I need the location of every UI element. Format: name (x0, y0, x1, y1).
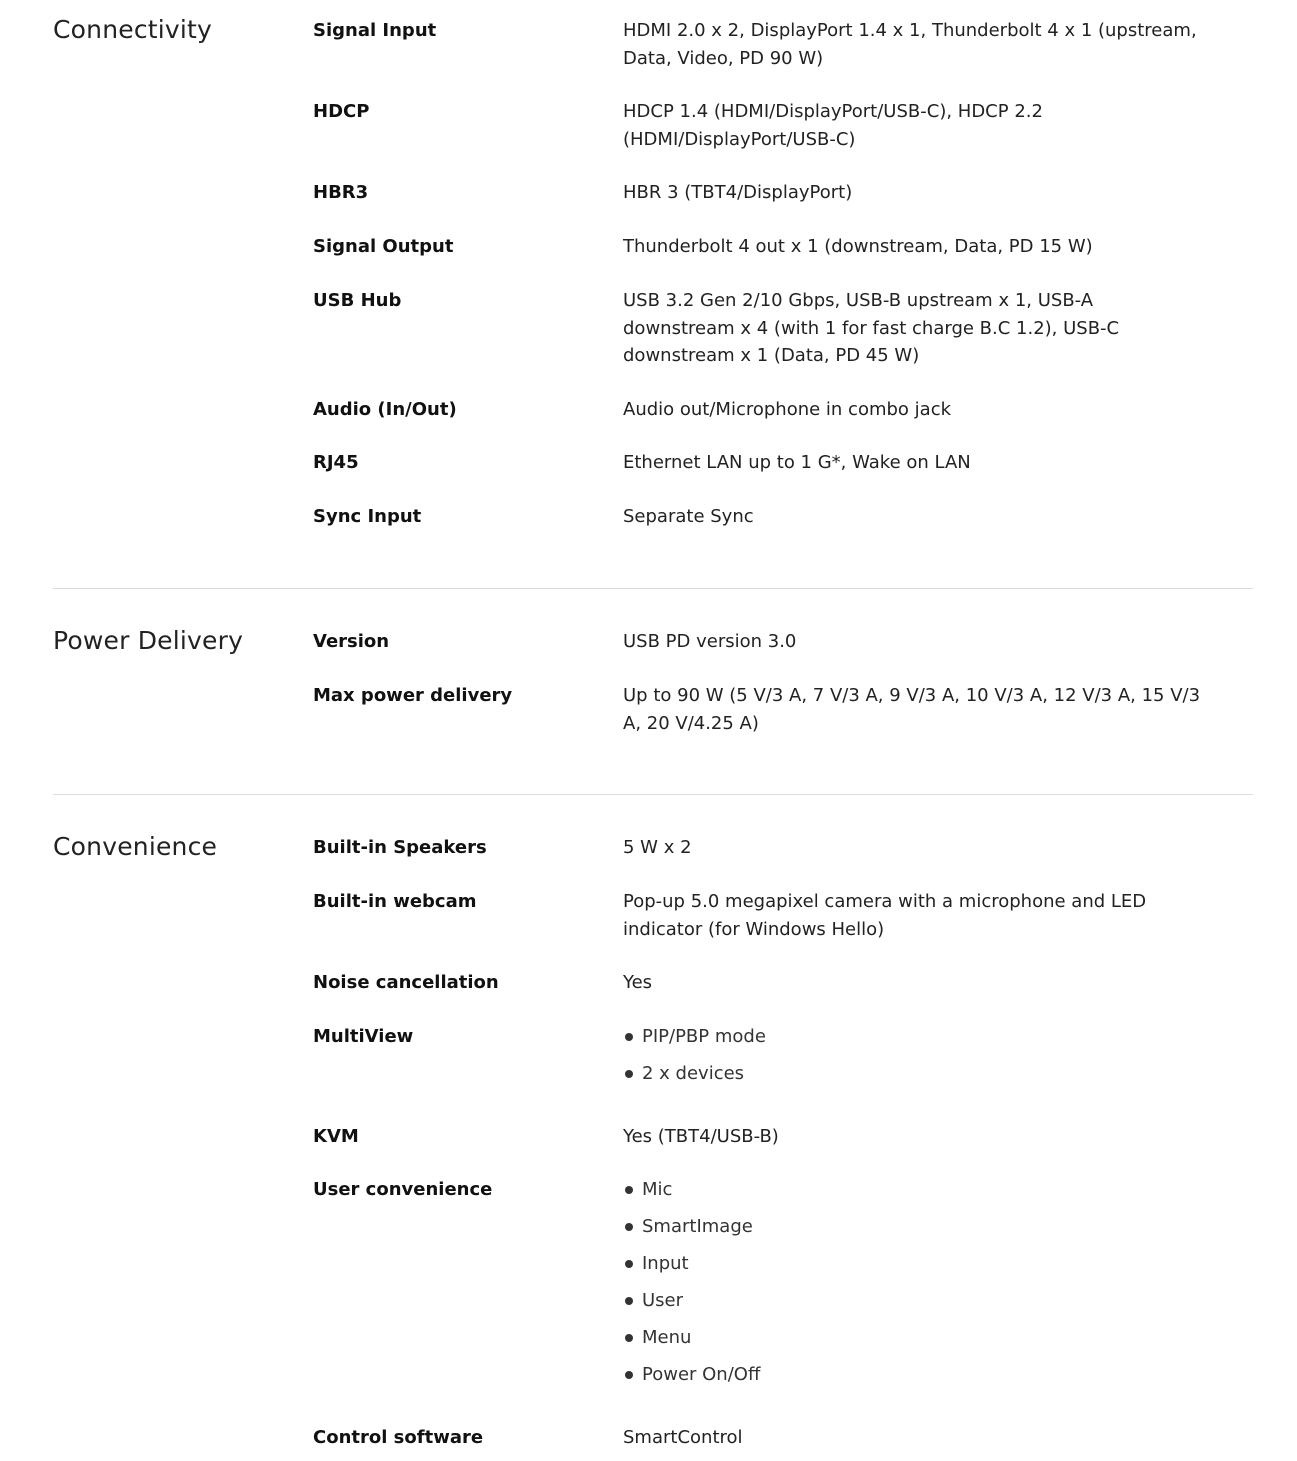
list-item-text: PIP/PBP mode (642, 1026, 766, 1047)
bullet-dot-icon (625, 1223, 633, 1231)
list-item (623, 1023, 1203, 1060)
spec-label: Sync Input (313, 506, 422, 527)
list-item (623, 1324, 1203, 1361)
bullet-dot-icon (625, 1334, 633, 1342)
spec-label: Version (313, 631, 390, 652)
spec-label: Noise cancellation (313, 972, 499, 993)
list-item-text: Input (642, 1253, 689, 1274)
spec-value: USB PD version 3.0 (623, 631, 797, 652)
list-item-text: Menu (642, 1327, 692, 1348)
spec-label: Max power delivery (313, 685, 513, 706)
bullet-list (623, 1023, 1203, 1097)
section-title: Convenience (53, 832, 218, 861)
spec-value: HDMI 2.0 x 2, DisplayPort 1.4 x 1, Thunderbolt 4 x 1 (upstream, Data, Video, PD 90 W) (623, 20, 1197, 69)
section-title: Connectivity (53, 15, 213, 44)
bullet-dot-icon (625, 1033, 633, 1041)
spec-value: 5 W x 2 (623, 837, 692, 858)
spec-value: Separate Sync (623, 506, 754, 527)
list-item (623, 1287, 1203, 1324)
list-item-text: User (642, 1290, 684, 1311)
bullet-list (623, 1176, 1203, 1398)
list-item-text: SmartImage (642, 1216, 753, 1237)
list-item-text: Mic (642, 1179, 673, 1200)
spec-value: Audio out/Microphone in combo jack (623, 399, 952, 420)
spec-value: HDCP 1.4 (HDMI/DisplayPort/USB-C), HDCP 2.2 (HDMI/DisplayPort/USB-C) (623, 101, 1043, 150)
spec-value: HBR 3 (TBT4/DisplayPort) (623, 182, 853, 203)
spec-label: HDCP (313, 101, 370, 122)
section-divider (53, 794, 1253, 795)
spec-label: HBR3 (313, 182, 369, 203)
bullet-dot-icon (625, 1186, 633, 1194)
spec-value: Pop-up 5.0 megapixel camera with a microphone and LED indicator (for Windows Hello) (623, 891, 1147, 940)
spec-value-list (623, 1023, 1203, 1097)
bullet-dot-icon (625, 1070, 633, 1078)
bullet-dot-icon (625, 1260, 633, 1268)
spec-label: KVM (313, 1126, 359, 1147)
spec-value-list (623, 1176, 1203, 1398)
spec-label: Control software (313, 1427, 484, 1448)
list-item (623, 1176, 1203, 1213)
spec-label: MultiView (313, 1026, 414, 1047)
spec-label: USB Hub (313, 290, 402, 311)
list-item-text: Power On/Off (642, 1364, 761, 1385)
bullet-dot-icon (625, 1297, 633, 1305)
spec-value: Thunderbolt 4 out x 1 (downstream, Data, PD 15 W) (623, 236, 1093, 257)
list-item (623, 1060, 1203, 1097)
spec-value: SmartControl (623, 1427, 743, 1448)
section-divider (53, 588, 1253, 589)
bullet-dot-icon (625, 1371, 633, 1379)
spec-label: Built-in Speakers (313, 837, 487, 858)
spec-value: Ethernet LAN up to 1 G*, Wake on LAN (623, 452, 971, 473)
spec-label: Built-in webcam (313, 891, 477, 912)
spec-label: Signal Input (313, 20, 437, 41)
list-item (623, 1213, 1203, 1250)
spec-value: Up to 90 W (5 V/3 A, 7 V/3 A, 9 V/3 A, 10 V/3 A, 12 V/3 A, 15 V/3 A, 20 V/4.25 A) (623, 685, 1201, 734)
spec-label: Signal Output (313, 236, 454, 257)
spec-label: User convenience (313, 1179, 493, 1200)
list-item (623, 1250, 1203, 1287)
spec-value: USB 3.2 Gen 2/10 Gbps, USB-B upstream x 1, USB-A downstream x 4 (with 1 for fast charge B.C 1.2), USB-C downstream x 1 (Data, PD 45 W) (623, 290, 1120, 366)
section-title: Power Delivery (53, 626, 244, 655)
spec-value: Yes (623, 972, 653, 993)
spec-label: RJ45 (313, 452, 359, 473)
list-item-text: 2 x devices (642, 1063, 745, 1084)
list-item (623, 1361, 1203, 1398)
spec-label: Audio (In/Out) (313, 399, 457, 420)
spec-value: Yes (TBT4/USB-B) (623, 1126, 779, 1147)
